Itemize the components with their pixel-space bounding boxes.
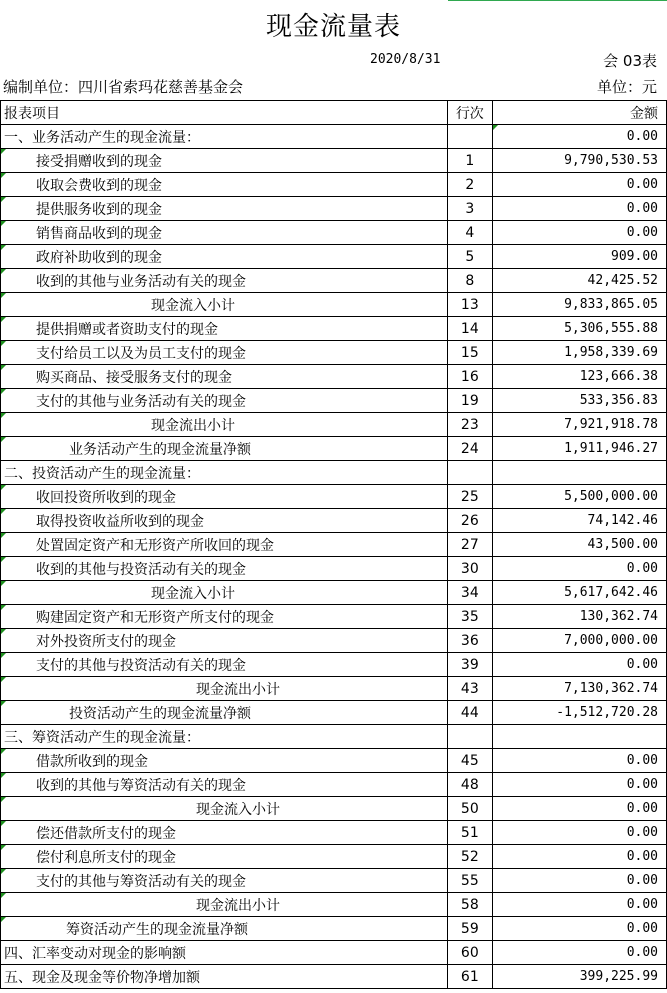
row-number[interactable]: 5 — [448, 245, 493, 269]
header-amount[interactable]: 金额 — [492, 101, 666, 125]
row-label[interactable]: 处置固定资产和无形资产所收回的现金 — [1, 533, 448, 557]
row-amount[interactable]: 0.00 — [492, 845, 666, 869]
row-number[interactable] — [448, 725, 493, 749]
row-number[interactable]: 45 — [448, 749, 493, 773]
row-number[interactable]: 27 — [448, 533, 493, 557]
row-label[interactable]: 取得投资收益所收到的现金 — [1, 509, 448, 533]
table-row — [1, 557, 667, 581]
row-label[interactable]: 三、筹资活动产生的现金流量： — [1, 725, 448, 749]
row-number[interactable]: 26 — [448, 509, 493, 533]
row-number[interactable]: 52 — [448, 845, 493, 869]
table-row — [1, 485, 667, 509]
table-row — [1, 269, 667, 293]
row-number[interactable] — [448, 125, 493, 149]
row-number[interactable]: 14 — [448, 317, 493, 341]
row-amount[interactable]: 1,911,946.27 — [492, 437, 666, 461]
row-amount[interactable]: 42,425.52 — [492, 269, 666, 293]
row-number[interactable]: 8 — [448, 269, 493, 293]
row-amount[interactable]: 0.00 — [492, 653, 666, 677]
table-row — [1, 245, 667, 269]
row-number[interactable]: 15 — [448, 341, 493, 365]
table-row — [1, 797, 667, 821]
row-number[interactable]: 44 — [448, 701, 493, 725]
row-label[interactable]: 提供捐赠或者资助支付的现金 — [1, 317, 448, 341]
row-label[interactable]: 支付的其他与业务活动有关的现金 — [1, 389, 448, 413]
row-amount[interactable]: 0.00 — [492, 125, 666, 149]
row-number[interactable]: 58 — [448, 893, 493, 917]
currency-unit: 单位：元 — [596, 78, 657, 96]
row-amount[interactable]: 0.00 — [492, 821, 666, 845]
preparing-organization: 编制单位：四川省索玛花慈善基金会 — [3, 78, 244, 96]
row-amount[interactable]: 0.00 — [492, 173, 666, 197]
row-number[interactable]: 55 — [448, 869, 493, 893]
row-amount[interactable]: 5,306,555.88 — [492, 317, 666, 341]
row-label[interactable]: 支付的其他与投资活动有关的现金 — [1, 653, 448, 677]
row-amount[interactable]: 5,617,642.46 — [492, 581, 666, 605]
table-row — [1, 173, 667, 197]
row-amount[interactable]: 130,362.74 — [492, 605, 666, 629]
row-amount[interactable]: 533,356.83 — [492, 389, 666, 413]
row-label[interactable]: 收回投资所收到的现金 — [1, 485, 448, 509]
table-row — [1, 149, 667, 173]
table-row — [1, 197, 667, 221]
row-label[interactable]: 二、投资活动产生的现金流量： — [1, 461, 448, 485]
row-label[interactable]: 销售商品收到的现金 — [1, 221, 448, 245]
row-number[interactable]: 1 — [448, 149, 493, 173]
table-row — [1, 749, 667, 773]
row-amount[interactable]: -1,512,720.28 — [492, 701, 666, 725]
table-row — [1, 701, 667, 725]
table-row — [1, 605, 667, 629]
table-row — [1, 629, 667, 653]
row-amount[interactable]: 0.00 — [492, 749, 666, 773]
row-number[interactable]: 39 — [448, 653, 493, 677]
row-amount[interactable]: 0.00 — [492, 557, 666, 581]
row-amount[interactable]: 909.00 — [492, 245, 666, 269]
row-number[interactable]: 36 — [448, 629, 493, 653]
table-row — [1, 773, 667, 797]
form-number: 会 03表 — [603, 52, 657, 70]
table-row — [1, 341, 667, 365]
row-amount[interactable]: 0.00 — [492, 221, 666, 245]
table-row — [1, 413, 667, 437]
table-row — [1, 461, 667, 485]
table-row — [1, 221, 667, 245]
header-item[interactable]: 报表项目 — [1, 101, 448, 125]
row-label[interactable]: 五、现金及现金等价物净增加额 — [1, 965, 448, 989]
row-amount[interactable]: 1,958,339.69 — [492, 341, 666, 365]
row-label[interactable]: 现金流入小计 — [1, 797, 448, 821]
row-amount[interactable]: 74,142.46 — [492, 509, 666, 533]
row-label[interactable]: 现金流出小计 — [1, 893, 448, 917]
row-label[interactable]: 投资活动产生的现金流量净额 — [1, 701, 448, 725]
report-title: 现金流量表 — [265, 12, 401, 42]
row-amount[interactable]: 43,500.00 — [492, 533, 666, 557]
table-row — [1, 725, 667, 749]
row-number[interactable]: 25 — [448, 485, 493, 509]
row-label[interactable]: 一、业务活动产生的现金流量： — [1, 125, 448, 149]
table-row — [1, 293, 667, 317]
row-number[interactable]: 51 — [448, 821, 493, 845]
table-row — [1, 965, 667, 989]
row-label[interactable]: 对外投资所支付的现金 — [1, 629, 448, 653]
row-label[interactable]: 筹资活动产生的现金流量净额 — [1, 917, 448, 941]
row-number[interactable]: 43 — [448, 677, 493, 701]
row-number[interactable]: 48 — [448, 773, 493, 797]
row-number[interactable]: 34 — [448, 581, 493, 605]
table-row — [1, 389, 667, 413]
row-amount[interactable]: 0.00 — [492, 869, 666, 893]
row-label[interactable]: 偿还借款所支付的现金 — [1, 821, 448, 845]
row-amount[interactable]: 9,833,865.05 — [492, 293, 666, 317]
row-amount[interactable]: 0.00 — [492, 917, 666, 941]
row-amount[interactable]: 123,666.38 — [492, 365, 666, 389]
row-label[interactable]: 提供服务收到的现金 — [1, 197, 448, 221]
row-label[interactable]: 接受捐赠收到的现金 — [1, 149, 448, 173]
row-amount[interactable] — [492, 725, 666, 749]
row-number[interactable]: 60 — [448, 941, 493, 965]
table-row — [1, 941, 667, 965]
cash-flow-table — [0, 100, 667, 989]
row-amount[interactable]: 0.00 — [492, 797, 666, 821]
row-label[interactable]: 偿付利息所支付的现金 — [1, 845, 448, 869]
row-label[interactable]: 购买商品、接受服务支付的现金 — [1, 365, 448, 389]
row-number[interactable]: 59 — [448, 917, 493, 941]
row-number[interactable]: 16 — [448, 365, 493, 389]
table-row — [1, 893, 667, 917]
row-label[interactable]: 收到的其他与投资活动有关的现金 — [1, 557, 448, 581]
row-label[interactable]: 现金流入小计 — [1, 581, 448, 605]
row-number[interactable]: 24 — [448, 437, 493, 461]
row-number[interactable]: 19 — [448, 389, 493, 413]
table-row — [1, 845, 667, 869]
report-date: 2020/8/31 — [370, 52, 441, 67]
row-amount[interactable]: 7,130,362.74 — [492, 677, 666, 701]
row-amount[interactable]: 7,000,000.00 — [492, 629, 666, 653]
row-label[interactable]: 现金流入小计 — [1, 293, 448, 317]
table-row — [1, 365, 667, 389]
table-row — [1, 437, 667, 461]
row-amount[interactable]: 7,921,918.78 — [492, 413, 666, 437]
row-number[interactable]: 2 — [448, 173, 493, 197]
row-label[interactable]: 现金流出小计 — [1, 677, 448, 701]
row-number[interactable]: 61 — [448, 965, 493, 989]
row-amount[interactable]: 0.00 — [492, 893, 666, 917]
table-row — [1, 125, 667, 149]
row-amount[interactable]: 0.00 — [492, 773, 666, 797]
row-number[interactable]: 3 — [448, 197, 493, 221]
row-label[interactable]: 四、汇率变动对现金的影响额 — [1, 941, 448, 965]
table-row — [1, 821, 667, 845]
row-amount[interactable]: 0.00 — [492, 197, 666, 221]
row-label[interactable]: 收到的其他与业务活动有关的现金 — [1, 269, 448, 293]
row-amount[interactable]: 9,790,530.53 — [492, 149, 666, 173]
row-number[interactable]: 35 — [448, 605, 493, 629]
row-label[interactable]: 支付给员工以及为员工支付的现金 — [1, 341, 448, 365]
row-label[interactable]: 支付的其他与筹资活动有关的现金 — [1, 869, 448, 893]
table-row — [1, 869, 667, 893]
row-number[interactable]: 13 — [448, 293, 493, 317]
row-label[interactable]: 购建固定资产和无形资产所支付的现金 — [1, 605, 448, 629]
table-row — [1, 533, 667, 557]
row-label[interactable]: 收到的其他与筹资活动有关的现金 — [1, 773, 448, 797]
row-label[interactable]: 现金流出小计 — [1, 413, 448, 437]
table-row — [1, 581, 667, 605]
table-row — [1, 917, 667, 941]
row-label[interactable]: 业务活动产生的现金流量净额 — [1, 437, 448, 461]
row-amount[interactable]: 5,500,000.00 — [492, 485, 666, 509]
cell-highlight-line — [448, 0, 667, 1]
header-row-number[interactable]: 行次 — [448, 101, 493, 125]
row-amount[interactable]: 0.00 — [492, 941, 666, 965]
row-number[interactable]: 30 — [448, 557, 493, 581]
row-label[interactable]: 借款所收到的现金 — [1, 749, 448, 773]
row-label[interactable]: 收取会费收到的现金 — [1, 173, 448, 197]
row-number[interactable]: 23 — [448, 413, 493, 437]
row-label[interactable]: 政府补助收到的现金 — [1, 245, 448, 269]
row-number[interactable] — [448, 461, 493, 485]
table-row — [1, 653, 667, 677]
row-amount[interactable] — [492, 461, 666, 485]
row-number[interactable]: 50 — [448, 797, 493, 821]
table-row — [1, 317, 667, 341]
table-row — [1, 509, 667, 533]
row-amount[interactable]: 399,225.99 — [492, 965, 666, 989]
table-header-row — [1, 101, 667, 125]
table-row — [1, 677, 667, 701]
row-number[interactable]: 4 — [448, 221, 493, 245]
